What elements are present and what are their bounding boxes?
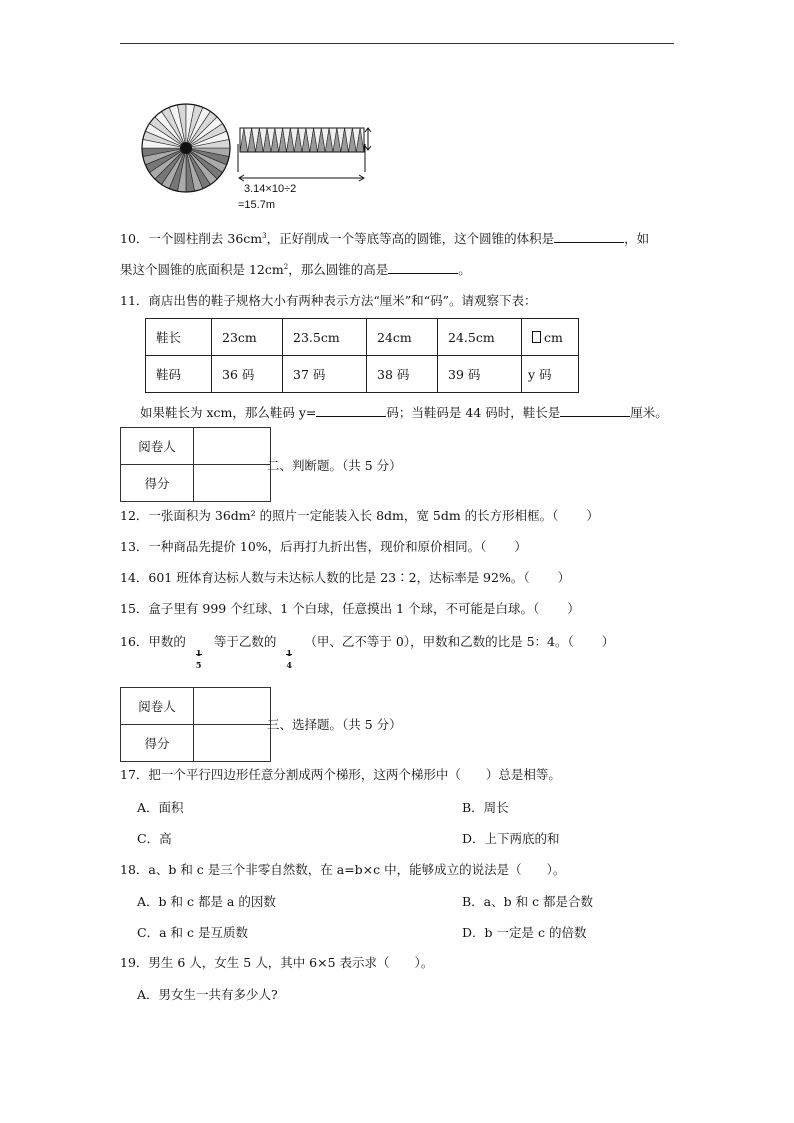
- table-row: 鞋长 23cm 23.5cm 24cm 24.5cm cm: [146, 319, 579, 356]
- formula-line-1: 3.14×10÷2: [244, 183, 297, 195]
- formula-line-2: =15.7m: [238, 199, 275, 211]
- circle-area-figure: [140, 102, 380, 214]
- q18-option-b[interactable]: B．a、b 和 c 都是合数: [462, 894, 594, 909]
- fraction-one-fourth: 1 4: [286, 648, 292, 670]
- q18-option-d[interactable]: D．b 一定是 c 的倍数: [462, 925, 587, 940]
- reviewer-cell[interactable]: [194, 428, 271, 465]
- q18-option-a[interactable]: A．b 和 c 都是 a 的因数: [137, 894, 276, 909]
- reviewer-cell[interactable]: [194, 688, 271, 725]
- section-3-title: 三、选择题。（共 5 分）: [267, 717, 402, 732]
- question-10-line-1: 10．一个圆柱削去 $36cm^3$，正好削成一个等底等高的圆锥，这个圆锥的体积是 ，如: [120, 231, 650, 246]
- question-18: 18．a、b 和 c 是三个非零自然数，在 a=b×c 中，能够成立的说法是（ ）。: [120, 862, 566, 877]
- q17-option-a[interactable]: A．面积: [137, 800, 184, 815]
- q17-option-b[interactable]: B．周长: [462, 800, 509, 815]
- answer-blank[interactable]: [388, 260, 458, 274]
- answer-blank[interactable]: [554, 229, 624, 243]
- table-row: 鞋码 36 码 37 码 38 码 39 码 y 码: [146, 356, 579, 393]
- question-11-intro: 11．商店出售的鞋子规格大小有两种表示方法“厘米”和“码”。请观察下表：: [120, 293, 537, 308]
- placeholder-box-icon: [532, 331, 541, 343]
- question-17: 17．把一个平行四边形任意分割成两个梯形，这两个梯形中（ ）总是相等。: [120, 767, 561, 782]
- rearranged-strip: [240, 128, 364, 152]
- header-rule: [120, 43, 674, 44]
- question-15: 15．盒子里有 999 个红球、1 个白球，任意摸出 1 个球，不可能是白球。（ ）: [120, 601, 580, 616]
- score-cell[interactable]: [194, 725, 271, 762]
- q19-option-a[interactable]: A．男女生一共有多少人?: [137, 987, 278, 1002]
- circle-center: [180, 142, 192, 154]
- question-12: 12．一张面积为 36dm² 的照片一定能装入长 8dm，宽 5dm 的长方形相框。（ ）: [120, 508, 599, 523]
- answer-blank[interactable]: [316, 403, 386, 417]
- q17-option-c[interactable]: C．高: [137, 831, 172, 846]
- question-19: 19．男生 6 人，女生 5 人，其中 6×5 表示求（ ）。: [120, 955, 434, 970]
- question-11-followup: 如果鞋长为 xcm，那么鞋码 y= 码；当鞋码是 44 码时，鞋长是 厘米。: [140, 405, 668, 420]
- score-box: 阅卷人 得分: [120, 687, 271, 762]
- question-16: 16．甲数的 1 5 等于乙数的 1 4 （甲、乙不等于 0），甲数和乙数的比是 5：4。（ ）: [120, 634, 615, 670]
- question-10-line-2: 果这个圆锥的底面积是 $12cm^2$，那么圆锥的高是 。: [120, 262, 471, 277]
- answer-blank[interactable]: [560, 403, 630, 417]
- score-box: 阅卷人 得分: [120, 427, 271, 502]
- q17-option-d[interactable]: D．上下两底的和: [462, 831, 560, 846]
- fraction-one-fifth: 1 5: [195, 648, 202, 670]
- question-13: 13．一种商品先提价 10%，后再打九折出售，现价和原价相同。（ ）: [120, 539, 527, 554]
- sector-circle: [142, 104, 230, 192]
- section-2-title: 二、判断题。（共 5 分）: [267, 458, 402, 473]
- shoe-size-table: [145, 318, 579, 393]
- question-14: 14．601 班体育达标人数与未达标人数的比是 23∶2，达标率是 92%。（ ）: [120, 570, 571, 585]
- q18-option-c[interactable]: C．a 和 c 是互质数: [137, 925, 248, 940]
- score-cell[interactable]: [194, 465, 271, 502]
